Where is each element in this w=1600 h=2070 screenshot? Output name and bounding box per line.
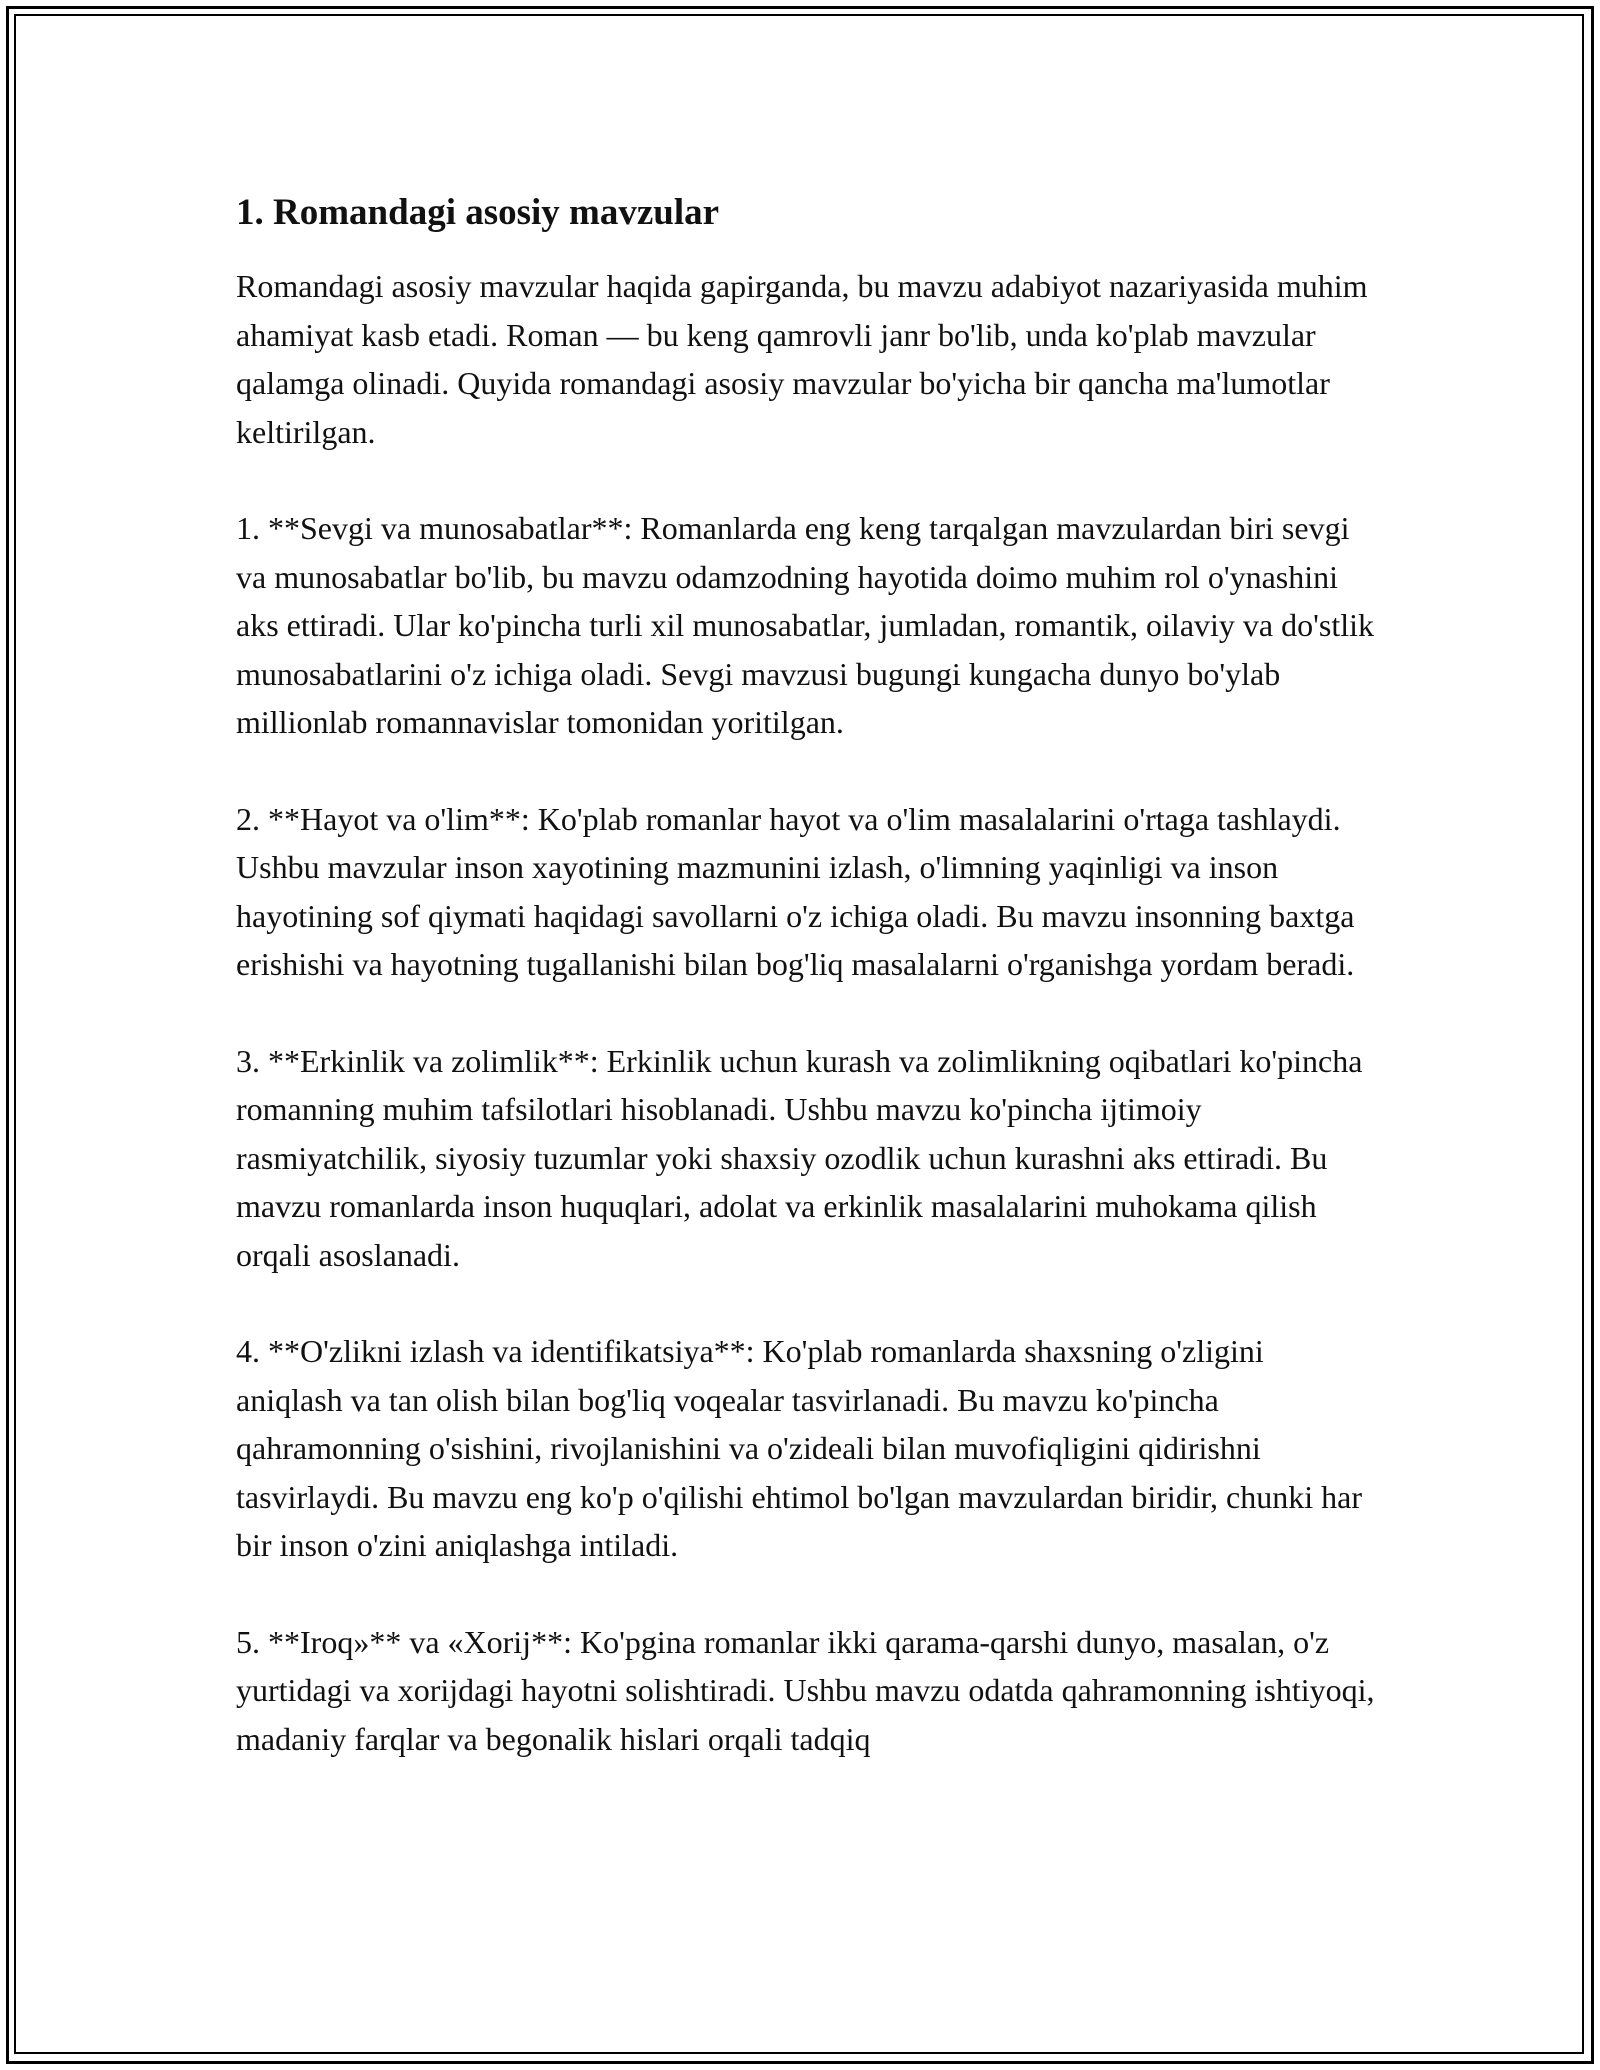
list-item-life-death: 2. **Hayot va o'lim**: Ko'plab romanlar hayot va o'lim masalalarini o'rtaga tashlaydi. Ushbu mavzular inson xayotining mazmunini izlash, o'limning yaqinligi va inson hayotining sof qiymati haqidagi savollarni o'z ichiga oladi. Bu mavzu insonning baxtga erishishi va hayotning tugallanishi bilan bog'liq masalalarni o'rganishga yordam beradi. xyxy=(236,800,1355,982)
list-item-love: 1. **Sevgi va munosabatlar**: Romanlarda eng keng tarqalgan mavzulardan biri sevgi va munosabatlar bo'lib, bu mavzu odamzodning hayotida doimo muhim rol o'ynashini aks ettiradi. Ular ko'pincha turli xil munosabatlar, jumladan, romantik, oilaviy va do'stlik munosabatlarini o'z ichiga oladi. Sevgi mavzusi bugungi kungacha dunyo bo'ylab millionlab romannavislar tomonidan yoritilgan. xyxy=(236,510,1374,740)
intro-paragraph: Romandagi asosiy mavzular haqida gapirganda, bu mavzu adabiyot nazariyasida muhim ahamiyat kasb etadi. Roman — bu keng qamrovli janr bo'lib, unda ko'plab mavzular qalamga olinadi. Quyida romandagi asosiy mavzular bo'yicha bir qancha ma'lumotlar keltirilgan. xyxy=(236,268,1368,450)
section-heading: 1. Romandagi asosiy mavzular xyxy=(236,192,720,233)
list-item-home-abroad: 5. **Iroq»** va «Xorij**: Ko'pgina romanlar ikki qarama-qarshi dunyo, masalan, o'z yurtidagi va xorijdagi hayotni solishtiradi. Ushbu mavzu odatda qahramonning ishtiyoqi, madaniy farqlar va begonalik hislari orqali tadqiq xyxy=(236,1623,1375,1757)
list-item-identity: 4. **O'zlikni izlash va identifikatsiya**: Ko'plab romanlarda shaxsning o'zligini aniqlash va tan olish bilan bog'liq voqealar tasvirlanadi. Bu mavzu ko'pincha qahramonning o'sishini, rivojlanishini va o'zideali bilan muvofiqligini qidirishni tasvirlaydi. Bu mavzu eng ko'p o'qilishi ehtimol bo'lgan mavzulardan biridir, chunki har bir inson o'zini aniqlashga intiladi. xyxy=(236,1333,1362,1563)
list-item-freedom: 3. **Erkinlik va zolimlik**: Erkinlik uchun kurash va zolimlikning oqibatlari ko'pincha romanning muhim tafsilotlari hisoblanadi. Ushbu mavzu ko'pincha ijtimoiy rasmiyatchilik, siyosiy tuzumlar yoki shaxsiy ozodlik uchun kurashni aks ettiradi. Bu mavzu romanlarda inson huquqlari, adolat va erkinlik masalalarini muhokama qilish orqali asoslanadi. xyxy=(236,1042,1363,1273)
document-body xyxy=(236,186,1376,1811)
